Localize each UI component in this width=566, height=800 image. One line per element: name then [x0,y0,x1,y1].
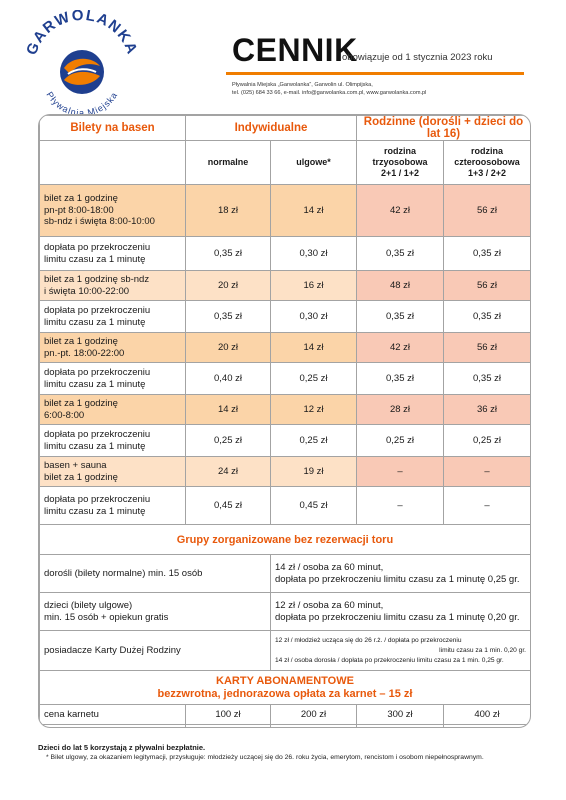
kdr-line-a: 12 zł / młodzież ucząca się do 26 r.ż. / dopłata po przekroczeniu [275,636,462,644]
karty-value: 400 zł [444,705,531,725]
price-normal: 0,45 zł [186,487,271,525]
price-fam3: 42 zł [357,185,444,237]
price-fam3: 0,35 zł [357,363,444,395]
header-family-4: rodzina czteroosobowa 1+3 / 2+2 [444,141,531,185]
logo-bottom-text: Pływalnia Miejska [44,89,120,118]
row-label: dopłata po przekroczeniu limitu czasu za 1 minutę [40,363,186,395]
price-row [40,425,531,457]
row-label: bilet za 1 godzinę sb-ndz i święta 10:00-22:00 [40,271,186,301]
header-family: Rodzinne (dorośli + dzieci do lat 16) [357,116,531,141]
logo-top-text: GARWOLANKA [23,10,141,58]
karty-title-line2: bezzwrotna, jednorazowa opłata za karnet – 15 zł [157,687,413,700]
header-row-2 [40,141,531,185]
footer-note-children: Dzieci do lat 5 korzystają z pływalni bezpłatnie. [38,743,206,752]
price-reduced: 0,25 zł [271,363,357,395]
price-fam4: 56 zł [444,333,531,363]
groups-title: Grupy zorganizowane bez rezerwacji toru [40,525,531,555]
karty-value: 100 zł [186,705,271,725]
row-label: bilet za 1 godzinę pn.-pt. 18:00-22:00 [40,333,186,363]
karty-row [40,725,531,729]
group-label: dzieci (bilety ulgowe) min. 15 osób + opiekun gratis [40,593,271,631]
address-line: Pływalnia Miejska „Garwolanka”, Garwolin ul. Olimpijska, [232,82,373,88]
price-reduced: 0,30 zł [271,237,357,271]
price-fam3: 0,25 zł [357,425,444,457]
price-reduced: 16 zł [271,271,357,301]
group-label: posiadacze Karty Dużej Rodziny [40,631,271,671]
price-normal: 0,35 zł [186,237,271,271]
price-grid [39,115,531,728]
group-value: 12 zł / osoba za 60 minut, dopłata po przekroczeniu limitu czasu za 1 minutę 0,20 gr. [271,593,531,631]
price-fam4: 0,35 zł [444,237,531,271]
price-fam3: 42 zł [357,333,444,363]
karty-value: 300 zł [357,705,444,725]
header-reduced: ulgowe* [271,141,357,185]
price-normal: 14 zł [186,395,271,425]
group-value: 14 zł / osoba za 60 minut, dopłata po przekroczeniu limitu czasu za 1 minutę 0,25 gr. [271,555,531,593]
price-row [40,271,531,301]
price-fam4: 0,35 zł [444,363,531,395]
price-fam4: 56 zł [444,271,531,301]
row-label: dopłata po przekroczeniu limitu czasu za 1 minutę [40,301,186,333]
price-fam3: – [357,457,444,487]
address-block [232,81,426,97]
kdr-line-c: 14 zł / osoba dorosła / dopłata po przekroczeniu limitu czasu za 1 min. 0,25 gr. [275,656,504,664]
group-row [40,593,531,631]
karty-value [186,725,271,729]
price-row [40,185,531,237]
page-title: CENNIK [232,32,358,68]
wave-icon [60,50,104,94]
price-row [40,395,531,425]
karty-title [40,671,531,705]
price-fam4: – [444,457,531,487]
karty-header-row [40,671,531,705]
price-row [40,333,531,363]
price-row [40,487,531,525]
price-table [38,114,531,728]
row-label: dopłata po przekroczeniu limitu czasu za 1 minutę [40,237,186,271]
price-row [40,363,531,395]
row-label: bilet za 1 godzinę pn-pt 8:00-18:00 sb-ndz i święta 8:00-10:00 [40,185,186,237]
group-label: dorośli (bilety normalne) min. 15 osób [40,555,271,593]
price-row [40,237,531,271]
header-row-1 [40,116,531,141]
price-reduced: 14 zł [271,333,357,363]
price-reduced: 14 zł [271,185,357,237]
karty-value [271,725,357,729]
price-fam4: 36 zł [444,395,531,425]
garwolanka-logo [12,10,152,118]
price-fam4: 56 zł [444,185,531,237]
price-row [40,301,531,333]
header-empty-cell [40,141,186,185]
price-fam4: – [444,487,531,525]
price-row [40,457,531,487]
karty-value: 200 zł [271,705,357,725]
price-fam4: 0,25 zł [444,425,531,457]
header-tickets: Bilety na basen [40,116,186,141]
contact-line: tel. (025) 684 33 66, e-mail. info@garwolanka.com.pl, www.garwolanka.com.pl [232,90,427,96]
karty-value [357,725,444,729]
row-label: bilet za 1 godzinę 6:00-8:00 [40,395,186,425]
kdr-line-b: limitu czasu za 1 min. 0,20 gr. [439,646,526,654]
header-normal: normalne [186,141,271,185]
price-fam4: 0,35 zł [444,301,531,333]
karty-title-line1: KARTY ABONAMENTOWE [216,674,354,687]
price-fam3: 28 zł [357,395,444,425]
price-reduced: 0,25 zł [271,425,357,457]
price-reduced: 12 zł [271,395,357,425]
price-normal: 0,35 zł [186,301,271,333]
group-row [40,555,531,593]
price-fam3: 0,35 zł [357,301,444,333]
page-subtitle: obowiązuje od 1 stycznia 2023 roku [342,52,493,63]
price-reduced: 0,45 zł [271,487,357,525]
price-fam3: 0,35 zł [357,237,444,271]
karty-label: cena karnetu [40,705,186,725]
karty-value [444,725,531,729]
price-normal: 0,25 zł [186,425,271,457]
row-label: dopłata po przekroczeniu limitu czasu za 1 minutę [40,425,186,457]
group-value-kdr [271,631,531,671]
groups-header-row [40,525,531,555]
price-normal: 0,40 zł [186,363,271,395]
price-normal: 20 zł [186,271,271,301]
price-normal: 20 zł [186,333,271,363]
header-family-3: rodzina trzyosobowa 2+1 / 1+2 [357,141,444,185]
header-individual: Indywidualne [186,116,357,141]
group-row [40,631,531,671]
karty-label [40,725,186,729]
price-reduced: 0,30 zł [271,301,357,333]
row-label: basen + sauna bilet za 1 godzinę [40,457,186,487]
header-divider [226,72,524,75]
price-normal: 18 zł [186,185,271,237]
row-label: dopłata po przekroczeniu limitu czasu za 1 minutę [40,487,186,525]
price-normal: 24 zł [186,457,271,487]
price-fam3: 48 zł [357,271,444,301]
karty-row [40,705,531,725]
price-fam3: – [357,487,444,525]
footer-note-reduced: * Bilet ulgowy, za okazaniem legitymacji, przysługuje: młodzieży uczącej się do 26. roku życia, emerytom, rencistom i osobom niepełnosprawnym. [46,754,484,761]
price-reduced: 19 zł [271,457,357,487]
